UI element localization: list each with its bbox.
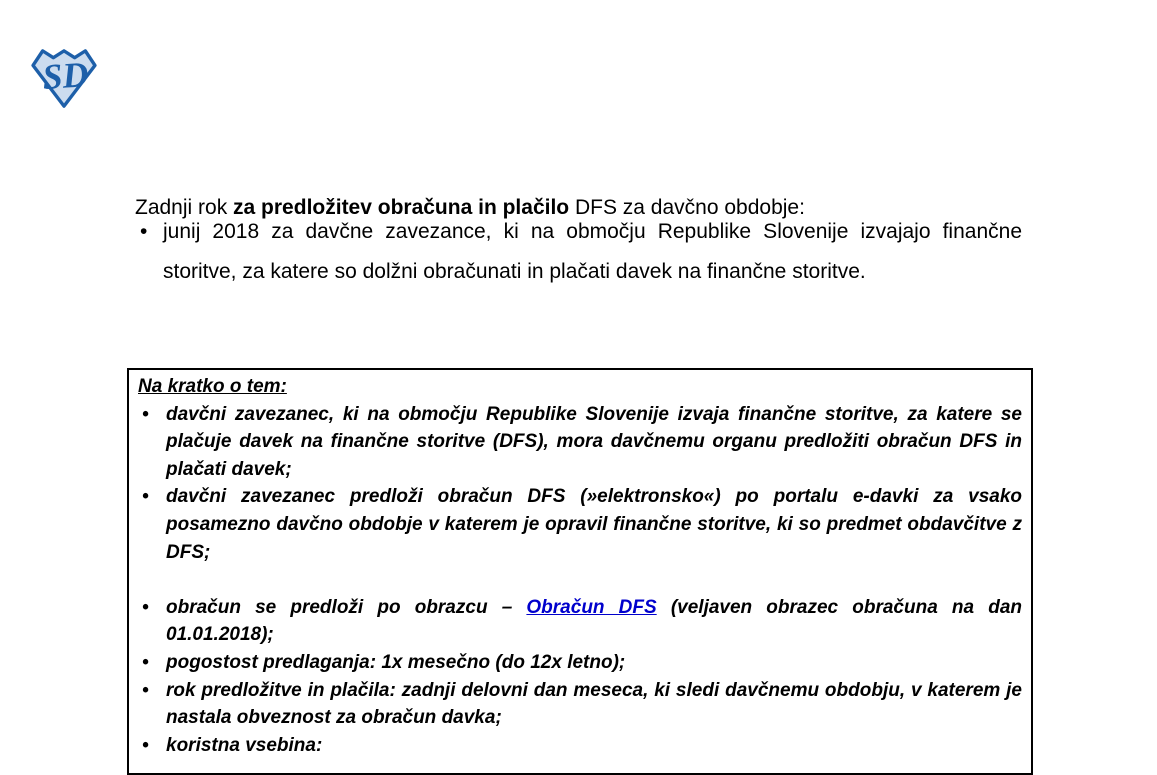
deadline-list <box>135 212 1022 292</box>
summary-box <box>127 368 1033 775</box>
list-item: • pogostost predlaganja: 1x mesečno (do 12x letno); <box>138 649 1022 677</box>
list-item: • koristna vsebina: <box>138 732 1022 760</box>
list-item: • davčni zavezanec, ki na območju Republike Slovenije izvaja finančne storitve, za katere se plačuje davek na finančne storitve (DFS), mora davčnemu organu predložiti obračun DFS in plačati davek; <box>138 401 1022 484</box>
sd-diamond-logo <box>30 47 98 109</box>
list-item <box>138 594 1022 649</box>
heading-prefix: Zadnji rok <box>135 196 234 219</box>
item-text-post: (veljaven obrazec obračuna na dan 01.01.2018); <box>166 596 1022 646</box>
list-item: • rok predložitve in plačila: zadnji delovni dan meseca, ki sledi davčnemu obdobju, v katerem je nastala obveznost za obračun davka; <box>138 677 1022 732</box>
summary-box-title: Na kratko o tem: <box>138 376 287 397</box>
heading-bold: za predložitev obračuna in plačilo <box>233 196 570 219</box>
logo-letters: SD <box>41 54 90 98</box>
summary-list <box>138 401 1022 760</box>
deadline-item: • junij 2018 za davčne zavezance, ki na območju Republike Slovenije izvajajo finančne storitve, za katere so dolžni obračunati in plačati davek na finančne storitve. <box>135 212 1022 292</box>
obracun-dfs-link[interactable]: Obračun DFS <box>526 596 657 618</box>
list-item: • davčni zavezanec predloži obračun DFS (»elektronsko«) po portalu e-davki za vsako posamezno davčno obdobje v katerem je opravil finančne storitve, ki so predmet obdavčitve z DFS; <box>138 483 1022 566</box>
item-text-pre: obračun se predloži po obrazcu – <box>166 596 527 618</box>
heading-suffix: DFS za davčno obdobje: <box>569 196 805 219</box>
